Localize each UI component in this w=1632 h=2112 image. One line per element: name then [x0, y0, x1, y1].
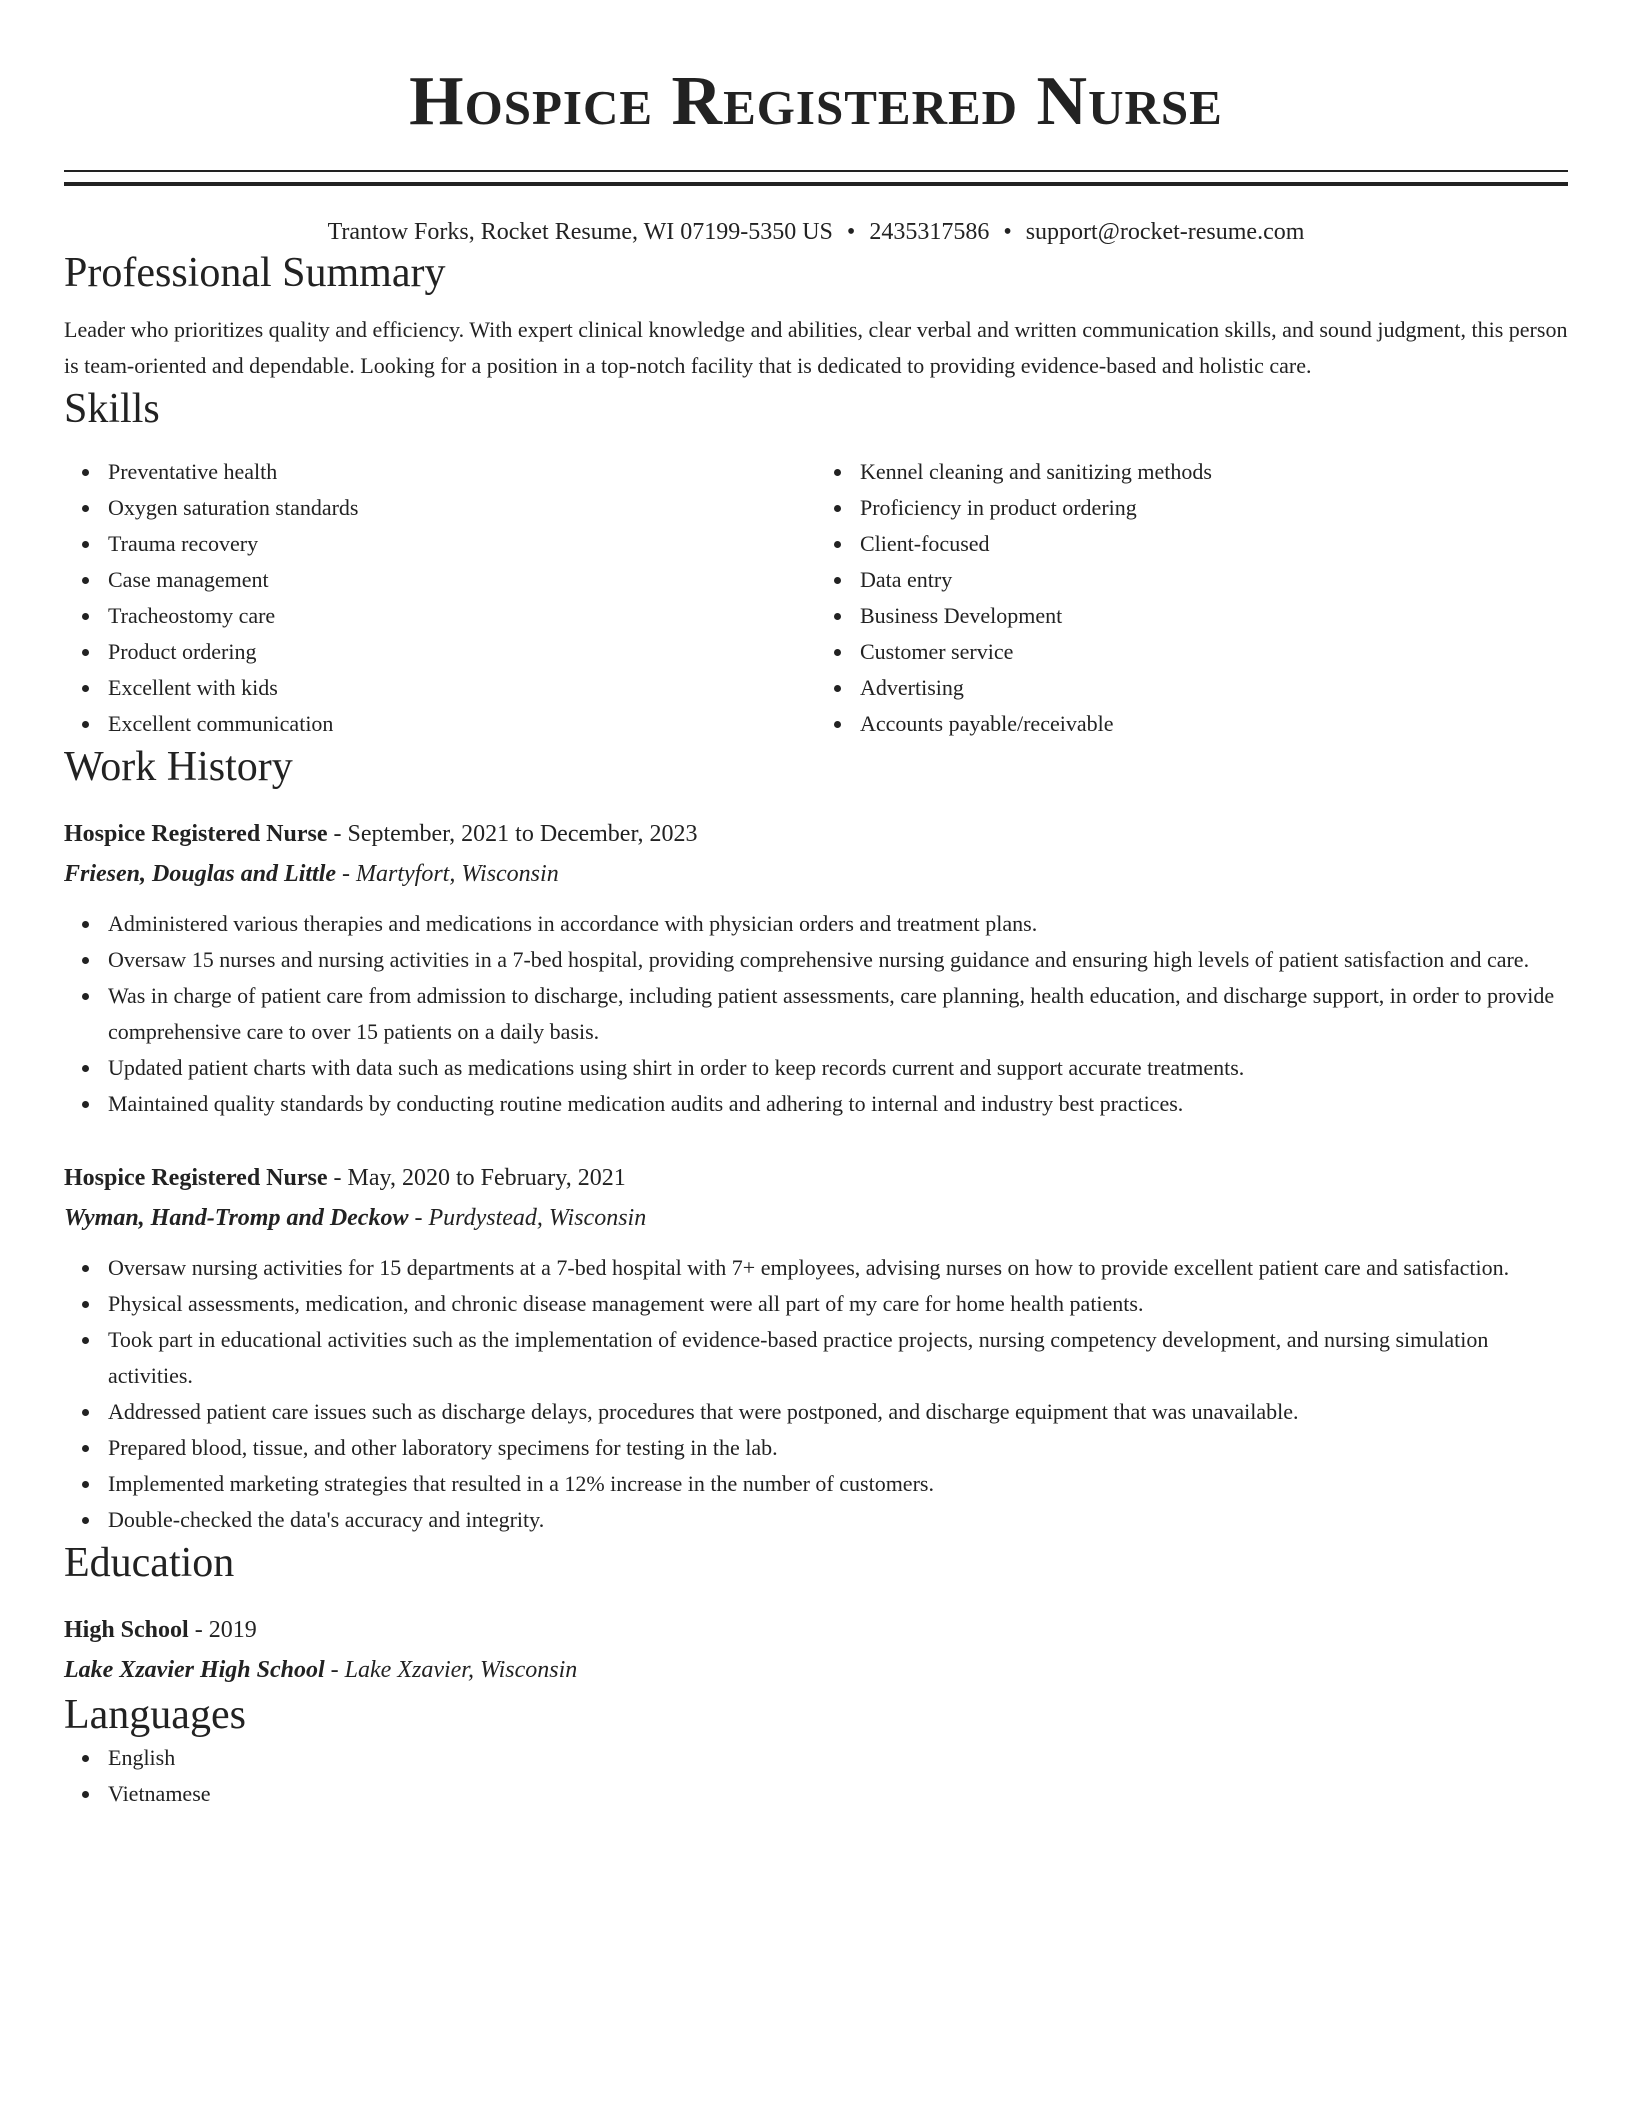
- education-year: - 2019: [188, 1617, 257, 1643]
- job-bullet: Implemented marketing strategies that resulted in a 12% increase in the number of customers.: [108, 1466, 1568, 1502]
- job-bullet: Physical assessments, medication, and chronic disease management were all part of my care for home health patients.: [108, 1286, 1568, 1322]
- skills-heading: Skills: [64, 386, 160, 432]
- job-bullet: Updated patient charts with data such as medications using shirt in order to keep records current and support accurate treatments.: [108, 1050, 1568, 1086]
- skill-item: Preventative health: [108, 454, 816, 490]
- company-location: - Martyfort, Wisconsin: [336, 861, 559, 887]
- work-history-heading: Work History: [64, 744, 293, 790]
- job-bullet: Oversaw nursing activities for 15 departments at a 7-bed hospital with 7+ employees, advising nurses on how to provide excellent patient care and satisfaction.: [108, 1250, 1568, 1286]
- skill-item: Tracheostomy care: [108, 598, 816, 634]
- job-dates: - September, 2021 to December, 2023: [327, 821, 698, 847]
- job-bullet: Was in charge of patient care from admission to discharge, including patient assessments, care planning, health education, and discharge support, in order to provide comprehensive care to over 15 patients on a daily basis.: [108, 978, 1568, 1050]
- summary-text: Leader who prioritizes quality and efficiency. With expert clinical knowledge and abilities, clear verbal and written communication skills, and sound judgment, this person is team-oriented and dependable. Looking for a position in a top-notch facility that is dedicated to providing evidence-based and holistic care.: [64, 317, 1568, 378]
- skill-item: Accounts payable/receivable: [860, 706, 1568, 742]
- skill-item: Customer service: [860, 634, 1568, 670]
- skill-item: Kennel cleaning and sanitizing methods: [860, 454, 1568, 490]
- summary-heading: Professional Summary: [64, 250, 446, 296]
- job-bullets: [64, 1250, 1568, 1538]
- company-name: Friesen, Douglas and Little: [64, 861, 337, 887]
- skill-item: Data entry: [860, 562, 1568, 598]
- education-entry: [64, 1610, 1568, 1690]
- language-item: Vietnamese: [108, 1776, 1568, 1812]
- skills-grid: [64, 454, 1568, 742]
- job-title-line: [64, 1158, 1568, 1198]
- school-name: Lake Xzavier High School: [64, 1657, 325, 1683]
- skills-left-column: [64, 454, 816, 742]
- school-line: [64, 1650, 1568, 1690]
- job-bullets: [64, 906, 1568, 1122]
- contact-email: support@rocket-resume.com: [1025, 219, 1305, 245]
- skill-item: Oxygen saturation standards: [108, 490, 816, 526]
- degree-line: [64, 1610, 1568, 1650]
- skill-item: Case management: [108, 562, 816, 598]
- skill-item: Excellent communication: [108, 706, 816, 742]
- job-title: Hospice Registered Nurse: [64, 821, 328, 847]
- company-location: - Purdystead, Wisconsin: [408, 1205, 647, 1231]
- job-bullet: Double-checked the data's accuracy and integrity.: [108, 1502, 1568, 1538]
- skill-item: Business Development: [860, 598, 1568, 634]
- education-heading: Education: [64, 1540, 235, 1586]
- skill-item: Advertising: [860, 670, 1568, 706]
- skills-right-column: [816, 454, 1568, 742]
- skill-item: Proficiency in product ordering: [860, 490, 1568, 526]
- contact-phone: 2435317586: [869, 219, 990, 245]
- skill-item: Product ordering: [108, 634, 816, 670]
- job-title: Hospice Registered Nurse: [64, 1165, 328, 1191]
- skill-item: Client-focused: [860, 526, 1568, 562]
- resume-name: Hospice Registered Nurse: [409, 63, 1223, 140]
- languages-heading: Languages: [64, 1692, 246, 1738]
- job-bullet: Administered various therapies and medications in accordance with physician orders and treatment plans.: [108, 906, 1568, 942]
- skill-item: Trauma recovery: [108, 526, 816, 562]
- degree: High School: [64, 1617, 189, 1643]
- job-bullet: Addressed patient care issues such as discharge delays, procedures that were postponed, and discharge equipment that was unavailable.: [108, 1394, 1568, 1430]
- company-name: Wyman, Hand-Tromp and Deckow: [64, 1205, 409, 1231]
- contact-separator: •: [846, 219, 856, 245]
- job-bullet: Took part in educational activities such as the implementation of evidence-based practice projects, nursing competency development, and nursing simulation activities.: [108, 1322, 1568, 1394]
- skill-item: Excellent with kids: [108, 670, 816, 706]
- contact-separator: •: [1003, 219, 1012, 245]
- company-line: [64, 854, 1568, 894]
- language-item: English: [108, 1740, 1568, 1776]
- languages-list: [64, 1740, 1568, 1812]
- job-entry: [64, 814, 1568, 1122]
- job-title-line: [64, 814, 1568, 854]
- job-bullet: Maintained quality standards by conducting routine medication audits and adhering to internal and industry best practices.: [108, 1086, 1568, 1122]
- job-dates: - May, 2020 to February, 2021: [327, 1165, 626, 1191]
- header-divider: [64, 170, 1568, 186]
- contact-address: Trantow Forks, Rocket Resume, WI 07199-5350 US: [327, 219, 833, 245]
- company-line: [64, 1198, 1568, 1238]
- job-bullet: Oversaw 15 nurses and nursing activities in a 7-bed hospital, providing comprehensive nursing guidance and ensuring high levels of patient satisfaction and care.: [108, 942, 1568, 978]
- contact-line: [64, 216, 1568, 248]
- job-bullet: Prepared blood, tissue, and other laboratory specimens for testing in the lab.: [108, 1430, 1568, 1466]
- school-location: - Lake Xzavier, Wisconsin: [324, 1657, 578, 1683]
- job-entry: [64, 1158, 1568, 1538]
